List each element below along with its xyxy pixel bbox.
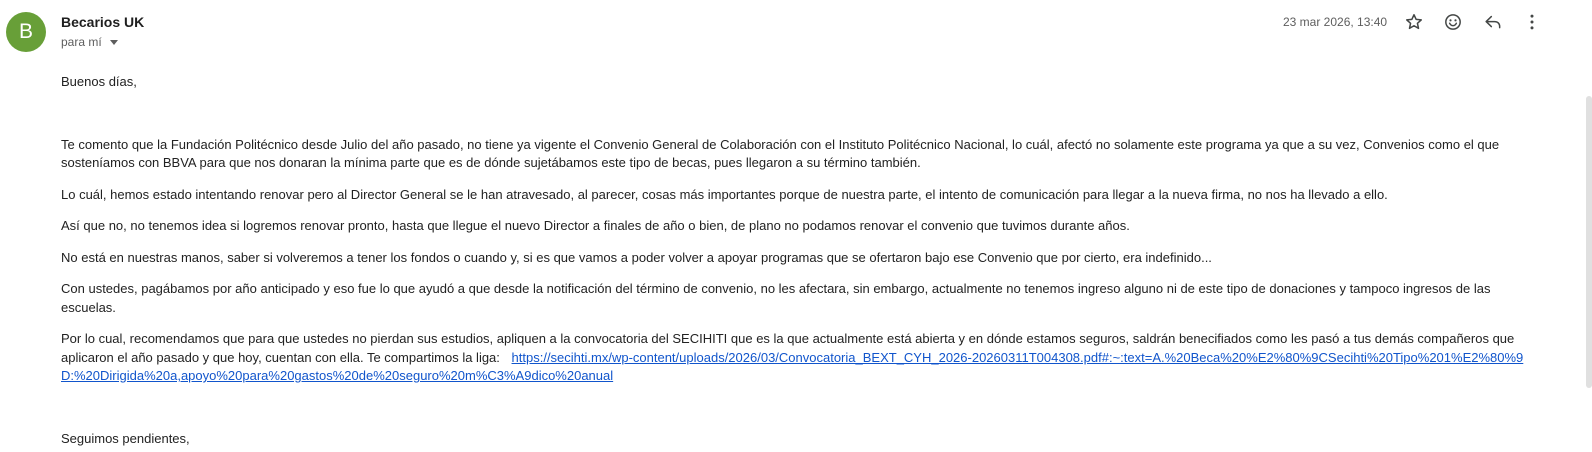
convocatoria-link[interactable]: https://secihti.mx/wp-content/uploads/2026/03/Convocatoria_BEXT_CYH_2026-20260311T004308.pdf#:~:text=A.%20Beca%20%E2%80%9CSecihti%20Tipo%201%E2%80%9D:%20Dirigida%20a,apoyo%20para%20gastos%20de%20seguro%20m%C3%A9dico%20anual [61, 349, 1524, 383]
sender-name[interactable]: Becarios UK [61, 14, 145, 30]
chevron-down-icon[interactable] [110, 40, 118, 45]
body-paragraph-6 [61, 330, 1537, 386]
emoji-reaction-icon [1443, 12, 1463, 32]
email-body [61, 73, 1537, 448]
star-outline-icon [1404, 12, 1424, 32]
reply-icon [1483, 12, 1503, 32]
body-paragraph-5: Con ustedes, pagábamos por año anticipado y eso fue lo que ayudó a que desde la notificación del término de convenio, no les afectara, sin embargo, actualmente no tenemos ingreso alguno ni de este tipo de donaciones y tampoco ingresos de las escuelas. [61, 281, 1491, 315]
star-button[interactable] [1402, 10, 1426, 34]
scrollbar[interactable] [1586, 96, 1592, 388]
add-reaction-button[interactable] [1441, 10, 1465, 34]
body-paragraph-2: Lo cuál, hemos estado intentando renovar pero al Director General se le han atravesado, al parecer, cosas más importantes porque de nuestra parte, el intento de comunicación para llegar a la nueva firma, no nos ha llevado a ello. [61, 186, 1388, 202]
body-paragraph-6-text: Por lo cual, recomendamos que para que ustedes no pierdan sus estudios, apliquen a la convocatoria del SECIHITI que es la que actualmente está abierta y en dónde estamos seguros, saldrán benecifiados como les pasó a tus demás compañeros que aplicaron el año pasado y que hoy, cuentan con ella. Te compartimos la liga: [61, 331, 1515, 365]
recipient-label: para mí [61, 35, 102, 49]
more-options-button[interactable] [1520, 10, 1544, 34]
greeting-paragraph: Buenos días, [61, 74, 137, 89]
body-paragraph-1: Te comento que la Fundación Politécnico desde Julio del año pasado, no tiene ya vigente el Convenio General de Colaboración con el Instituto Politécnico Nacional, lo cuál, afectó no solamente este programa ya que a su vez, Convenios como el que sosteníamos con BBVA para que nos donaran la mínima parte que es de dónde sujetábamos este tipo de becas, pues llegaron a su término también. [61, 136, 1500, 170]
email-date: 23 mar 2026, 13:40 [1283, 15, 1388, 29]
reply-button[interactable] [1481, 10, 1505, 34]
body-paragraph-4: No está en nuestras manos, saber si volveremos a tener los fondos o cuando y, si es que vamos a poder volver a apoyar programas que se ofertaron bajo ese Convenio que por cierto, era indefinido... [61, 249, 1212, 265]
body-paragraph-3: Así que no, no tenemos idea si logremos renovar pronto, hasta que llegue el nuevo Director a finales de año o bien, de plano no podamos renovar el convenio que tuvimos durante años. [61, 218, 1130, 233]
recipient-details-toggle[interactable] [61, 35, 118, 49]
more-vertical-icon [1522, 12, 1542, 32]
closing-paragraph: Seguimos pendientes, [61, 430, 190, 446]
sender-avatar[interactable]: B [6, 12, 46, 52]
